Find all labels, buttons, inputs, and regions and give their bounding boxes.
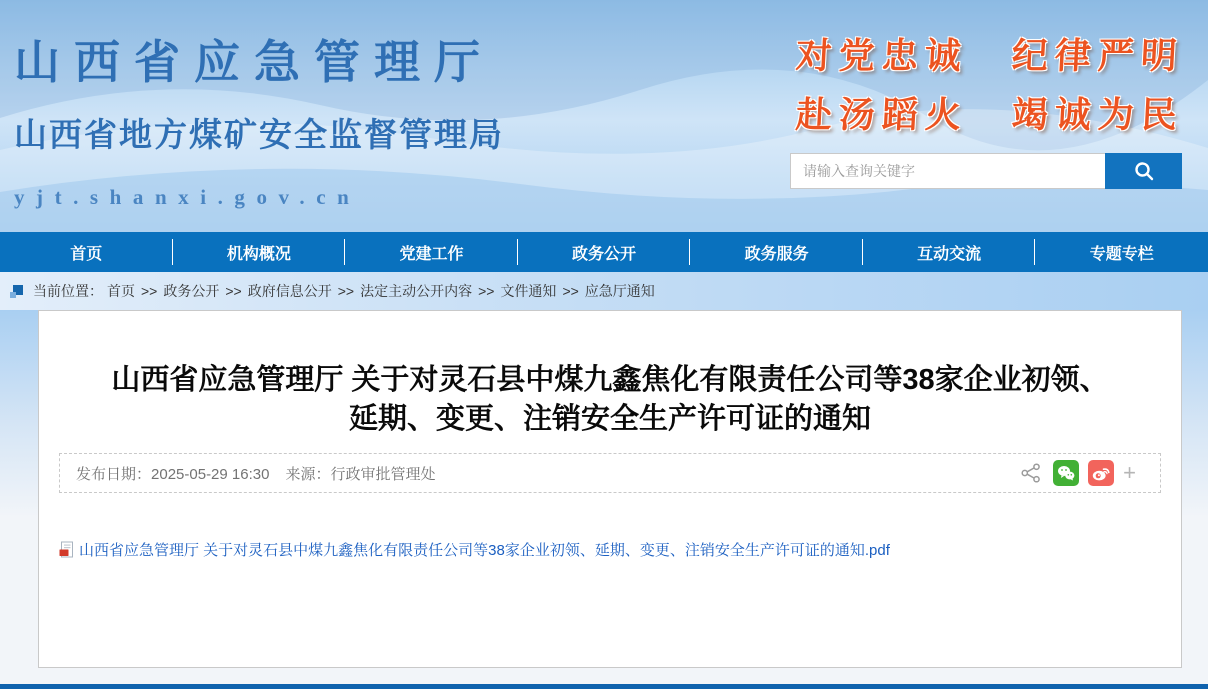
slogan-4: 竭诚为民 bbox=[1010, 94, 1185, 136]
nav-item-org[interactable]: 机构概况 bbox=[173, 232, 346, 272]
publish-date bbox=[76, 463, 269, 484]
weibo-share-icon[interactable] bbox=[1088, 460, 1114, 486]
breadcrumb-separator: >> bbox=[478, 283, 495, 299]
source-label: 来源： bbox=[285, 465, 331, 483]
breadcrumb-separator: >> bbox=[562, 283, 579, 299]
breadcrumb-item-gov-info[interactable]: 政府信息公开 bbox=[247, 283, 332, 299]
nav-item-party[interactable]: 党建工作 bbox=[345, 232, 518, 272]
breadcrumb-item-statutory[interactable]: 法定主动公开内容 bbox=[360, 283, 473, 299]
search-bar bbox=[790, 153, 1182, 189]
publish-date-value: 2025-05-29 16:30 bbox=[151, 465, 270, 483]
breadcrumb-icon bbox=[10, 285, 23, 298]
publish-date-label: 发布日期： bbox=[76, 465, 152, 483]
attachment-row bbox=[59, 539, 1181, 560]
breadcrumb-separator: >> bbox=[141, 283, 158, 299]
attachment-pdf-link[interactable]: 山西省应急管理厅 关于对灵石县中煤九鑫焦化有限责任公司等38家企业初领、延期、变更、注销安全生产许可证的通知.pdf bbox=[79, 542, 890, 559]
article-card bbox=[38, 310, 1182, 668]
wechat-share-icon[interactable] bbox=[1053, 460, 1079, 486]
slogan-block bbox=[796, 28, 1184, 138]
site-title: 山西省应急管理厅 bbox=[14, 37, 494, 88]
slogan-1: 对党忠诚 bbox=[794, 35, 969, 77]
nav-item-topics[interactable]: 专题专栏 bbox=[1089, 245, 1154, 263]
site-subtitle: 山西省地方煤矿安全监督管理局 bbox=[14, 118, 504, 154]
article-title: 山西省应急管理厅 关于对灵石县中煤九鑫焦化有限责任公司等38家企业初领、延期、变更、注销安全生产许可证的通知 bbox=[111, 364, 1109, 435]
breadcrumb bbox=[0, 272, 1208, 310]
slogan-3: 赴汤蹈火 bbox=[794, 94, 969, 136]
share-icon[interactable] bbox=[1018, 460, 1044, 486]
article-meta bbox=[76, 463, 435, 484]
breadcrumb-separator: >> bbox=[225, 283, 242, 299]
main-nav bbox=[0, 232, 1208, 272]
search-input[interactable] bbox=[790, 153, 1105, 189]
site-branding bbox=[14, 26, 504, 210]
header-right bbox=[796, 28, 1184, 146]
nav-item-interact[interactable]: 互动交流 bbox=[863, 232, 1036, 272]
search-button[interactable] bbox=[1105, 153, 1182, 189]
pdf-file-icon bbox=[59, 541, 75, 558]
nav-item-services[interactable]: 政务服务 bbox=[690, 232, 863, 272]
source bbox=[285, 463, 435, 484]
breadcrumb-prefix: 当前位置： bbox=[33, 283, 103, 299]
share-toolbar bbox=[1018, 460, 1136, 486]
nav-item-disclosure[interactable]: 政务公开 bbox=[518, 232, 691, 272]
breadcrumb-item-home[interactable]: 首页 bbox=[107, 283, 135, 299]
site-url: yjt.shanxi.gov.cn bbox=[14, 185, 361, 209]
breadcrumb-item-dept-notice[interactable]: 应急厅通知 bbox=[584, 283, 655, 299]
breadcrumb-item-notices[interactable]: 文件通知 bbox=[500, 283, 557, 299]
article-meta-bar bbox=[59, 453, 1161, 493]
footer-top-bar bbox=[0, 684, 1208, 689]
share-more-icon[interactable]: + bbox=[1123, 460, 1136, 485]
breadcrumb-item-disclosure[interactable]: 政务公开 bbox=[163, 283, 220, 299]
footer-gap bbox=[0, 668, 1208, 684]
slogan-2: 纪律严明 bbox=[1010, 35, 1185, 77]
breadcrumb-separator: >> bbox=[337, 283, 355, 299]
source-value: 行政审批管理处 bbox=[330, 465, 436, 483]
search-icon bbox=[1133, 160, 1155, 182]
site-header bbox=[0, 0, 1208, 232]
nav-item-home[interactable]: 首页 bbox=[0, 232, 173, 272]
page-main bbox=[0, 310, 1208, 668]
